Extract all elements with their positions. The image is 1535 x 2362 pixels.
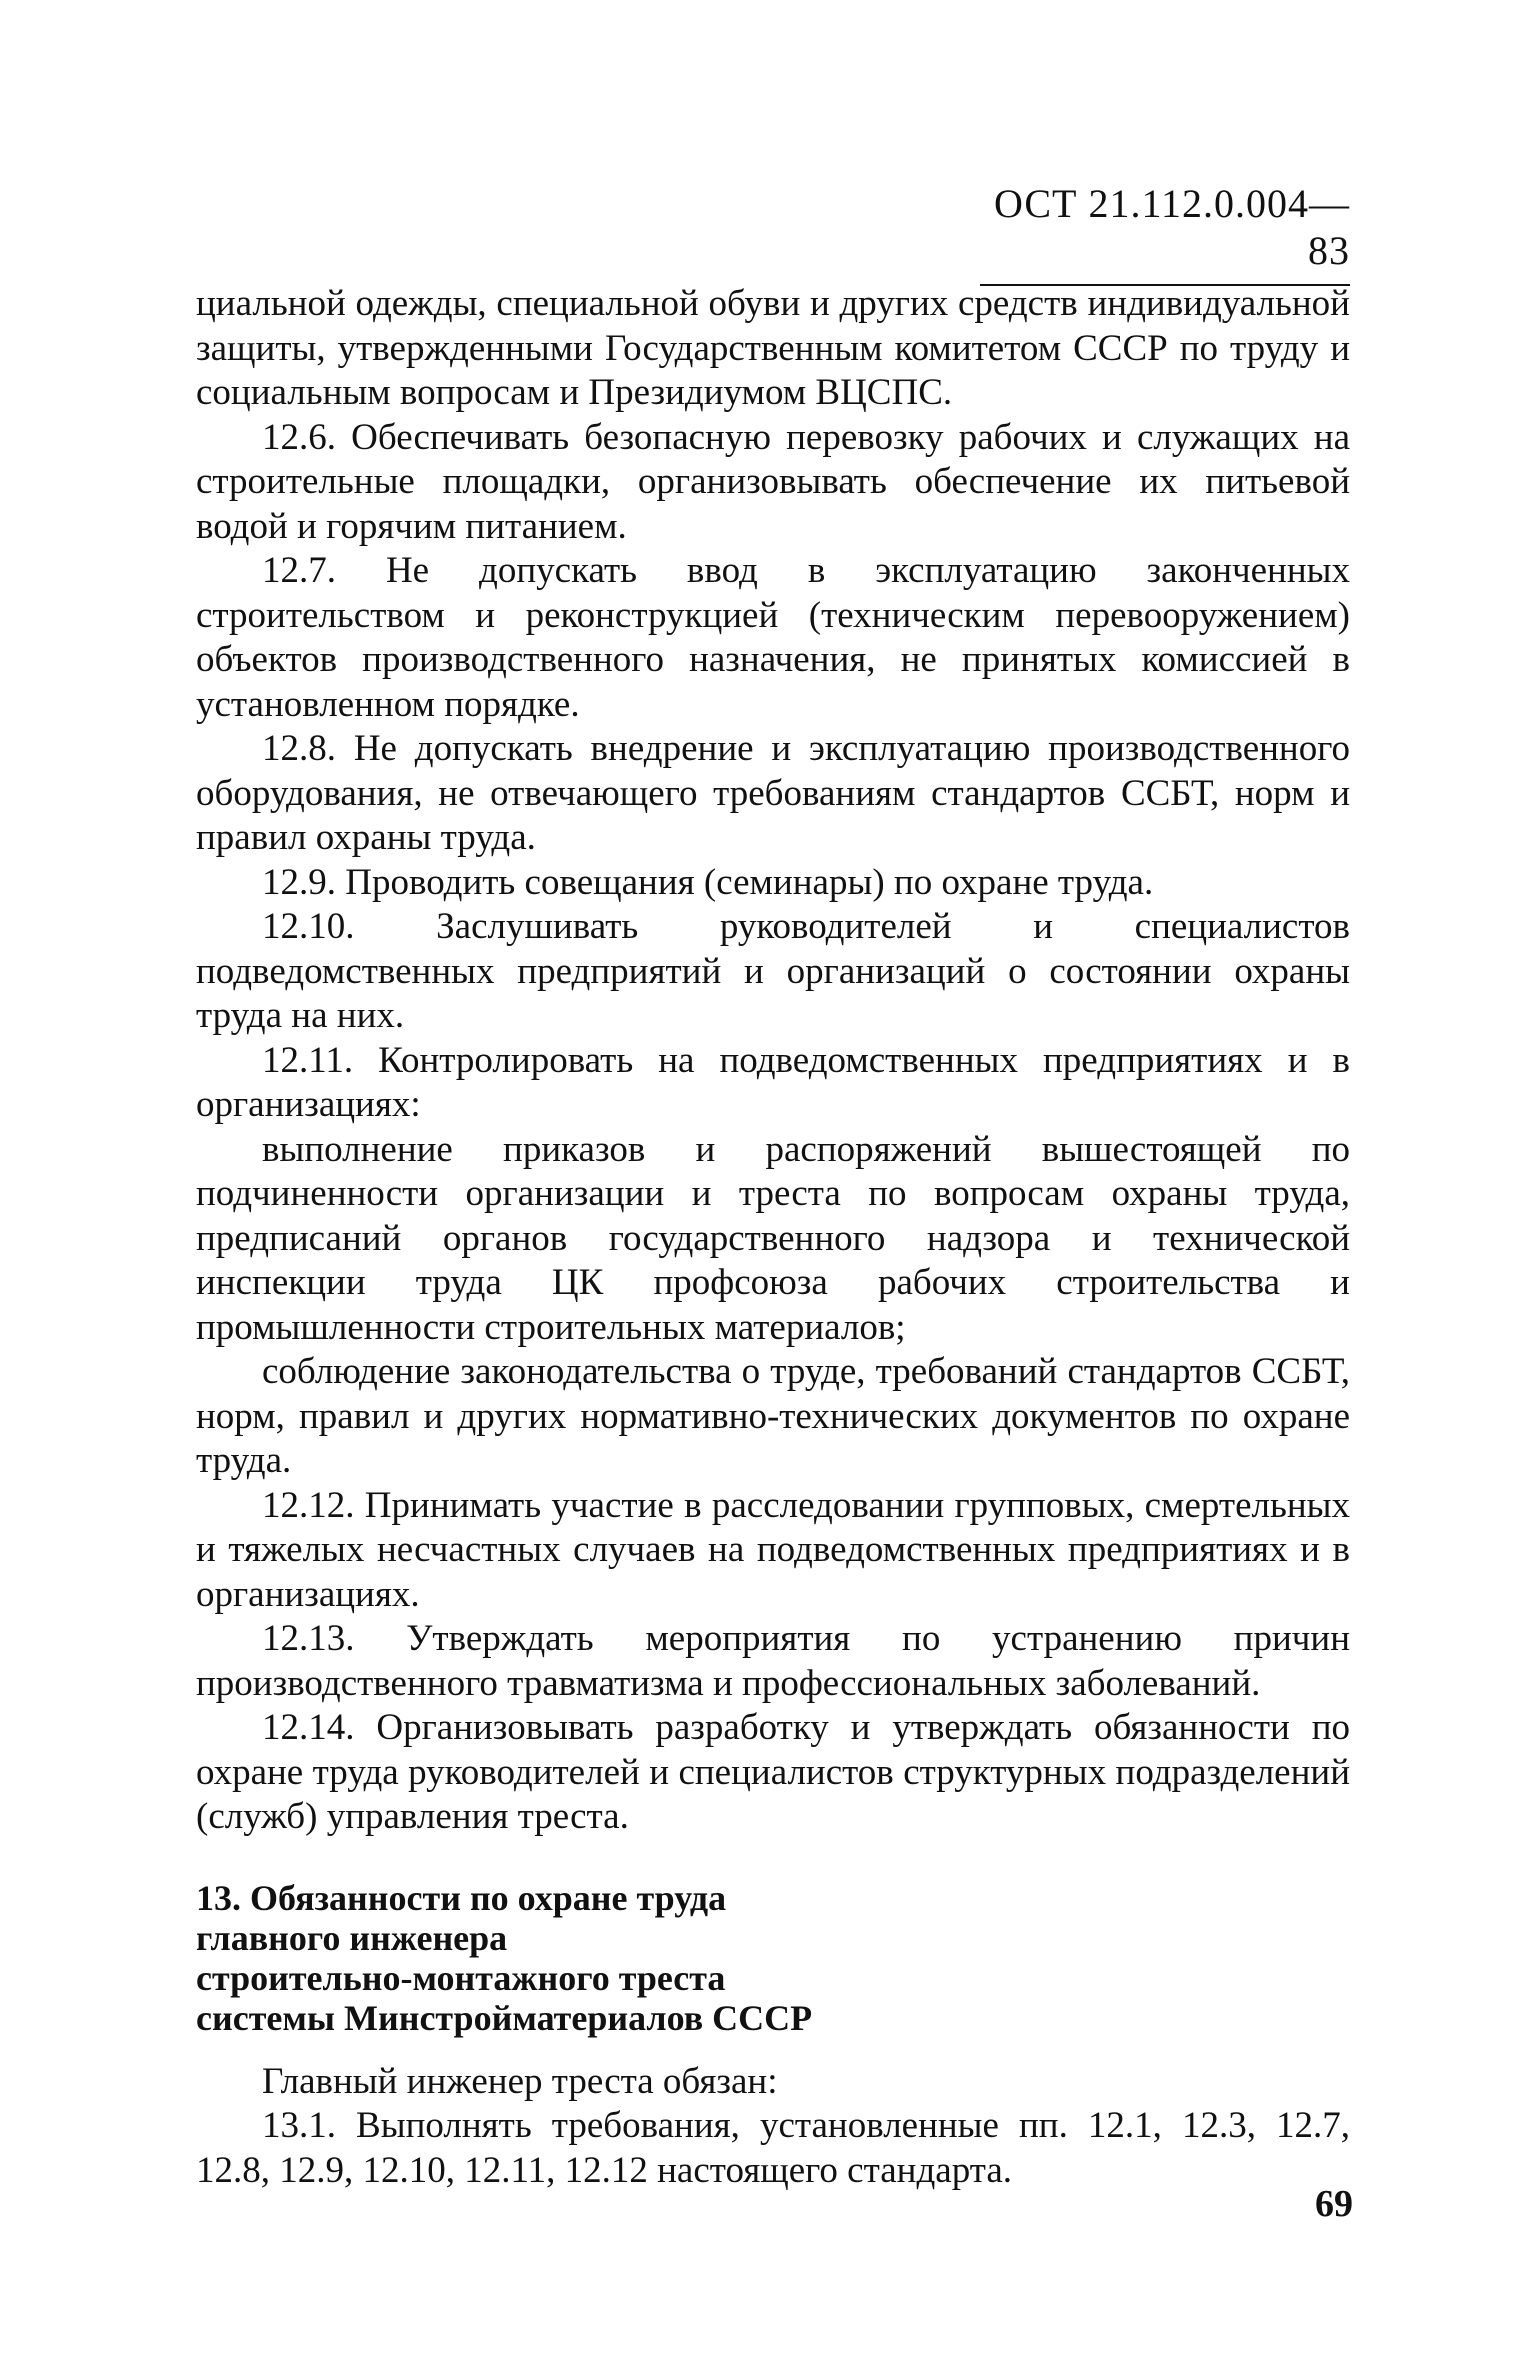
paragraph-12-9 xyxy=(196,861,1350,906)
heading-line: строительно-монтажного треста xyxy=(196,1957,726,1998)
paragraph-number: 12.10. xyxy=(262,906,355,947)
paragraph-text: выполнение приказов и распоряжений вышестоящей по подчиненности организации и треста по вопросам охраны труда, предписаний органов государственного надзора и технической инспекции труда ЦК профсоюза рабочих строительства и промышленности строительных материалов; xyxy=(196,1128,1350,1348)
paragraph-12-14 xyxy=(196,1706,1350,1840)
heading-line: главного инженера xyxy=(196,1917,508,1958)
paragraph-text: Принимать участие в расследовании групповых, смертельных и тяжелых несчастных случаев на подведомственных предприятиях и в организациях. xyxy=(196,1484,1350,1615)
heading-line: системы Минстройматериалов СССР xyxy=(196,1997,813,2038)
paragraph-text: Не допускать внедрение и эксплуатацию производственного оборудования, не отвечающего требованиям стандартов ССБТ, норм и правил охраны труда. xyxy=(196,728,1350,858)
paragraph-text: Контролировать на подведомственных предприятиях и в организациях: xyxy=(196,1039,1350,1125)
paragraph-12-7 xyxy=(196,549,1350,727)
paragraph-12-13 xyxy=(196,1617,1350,1706)
paragraph-text: Выполнять требования, установленные пп. 12.1, 12.3, 12.7, 12.8, 12.9, 12.10, 12.11, 12.12 настоящего стандарта. xyxy=(196,2105,1350,2191)
paragraph-number: 12.6. xyxy=(262,416,336,458)
paragraph-13-1 xyxy=(196,2104,1350,2193)
paragraph-number: 12.14. xyxy=(262,1707,355,1748)
paragraph-number: 12.12. xyxy=(262,1484,355,1526)
paragraph-number: 12.7. xyxy=(262,550,336,591)
section-13-heading xyxy=(196,1878,1350,2038)
paragraph-12-11 xyxy=(196,1039,1350,1128)
paragraph-12-11-item-2 xyxy=(196,1350,1350,1484)
paragraph-12-11-item-1 xyxy=(196,1128,1350,1351)
section-spacer xyxy=(196,1840,1350,1878)
paragraph-text: Обеспечивать безопасную перевозку рабочих и служащих на строительные площадки, организовывать обеспечение их питьевой водой и горячим питанием. xyxy=(196,416,1350,547)
paragraph-12-10 xyxy=(196,905,1350,1039)
page-body xyxy=(196,282,1350,2193)
heading-spacer xyxy=(196,2038,1350,2060)
section-13-intro: Главный инженер треста обязан: xyxy=(262,2060,778,2102)
paragraph-text: Организовывать разработку и утверждать обязанности по охране труда руководителей и специалистов структурных подразделений (служб) управления треста. xyxy=(196,1707,1350,1837)
heading-line: 13. Обязанности по охране труда xyxy=(196,1877,727,1918)
paragraph-text: Проводить совещания (семинары) по охране труда. xyxy=(336,861,1154,903)
paragraph-continuation xyxy=(196,282,1350,416)
paragraph-text: циальной одежды, специальной обуви и других средств индивидуальной защиты, утвержденными Государственным комитетом СССР по труду и социальным вопросам и Президиумом ВЦСПС. xyxy=(196,283,1350,413)
document-code-header: ОСТ 21.112.0.004—83 xyxy=(980,180,1350,286)
paragraph-number: 12.9. xyxy=(262,861,336,903)
paragraph-number: 13.1. xyxy=(262,2105,336,2146)
paragraph-number: 12.11. xyxy=(262,1039,354,1081)
paragraph-text: Утверждать мероприятия по устранению причин производственного травматизма и профессиональных заболеваний. xyxy=(196,1618,1350,1704)
paragraph-12-12 xyxy=(196,1484,1350,1618)
paragraph-text: соблюдение законодательства о труде, требований стандартов ССБТ, норм, правил и других нормативно-технических документов по охране труда. xyxy=(196,1351,1350,1481)
paragraph-text: Не допускать ввод в эксплуатацию законченных строительством и реконструкцией (техническим перевооружением) объектов производственного назначения, не принятых комиссией в установленном порядке. xyxy=(196,550,1350,725)
page-number: 69 xyxy=(1315,2183,1353,2225)
paragraph-text: Заслушивать руководителей и специалистов подведомственных предприятий и организаций о состоянии охраны труда на них. xyxy=(196,906,1350,1036)
paragraph-number: 12.13. xyxy=(262,1618,355,1659)
paragraph-12-8 xyxy=(196,727,1350,861)
paragraph-number: 12.8. xyxy=(262,728,336,769)
paragraph-12-6 xyxy=(196,416,1350,550)
